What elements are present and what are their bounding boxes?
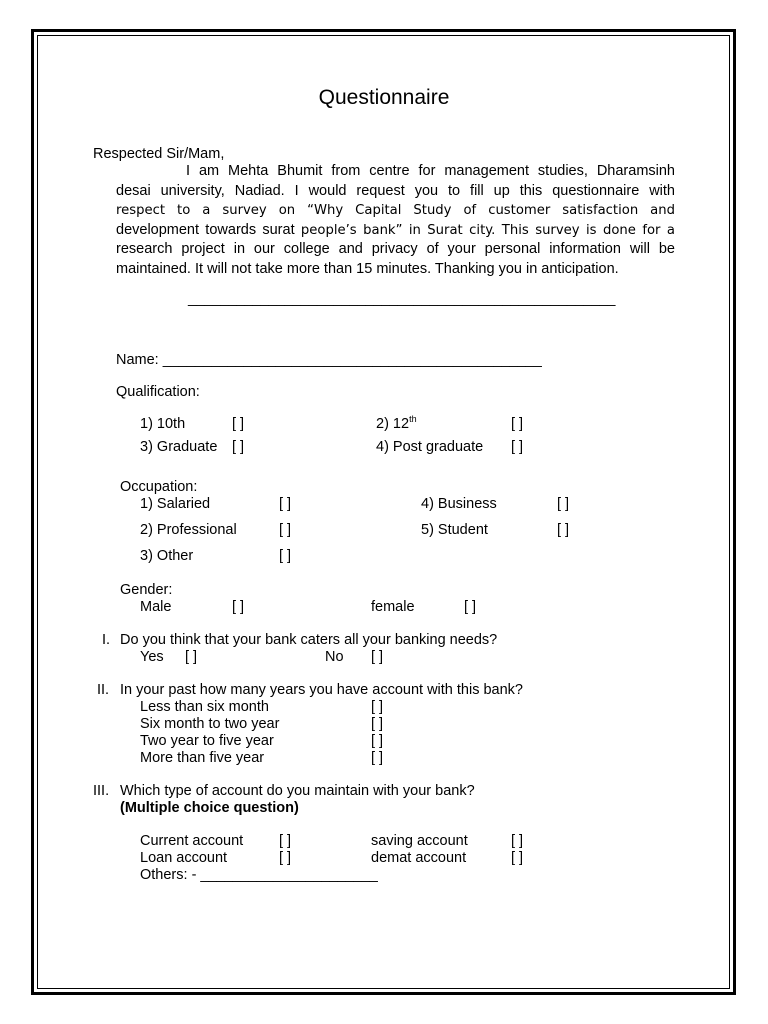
question-1-checkbox-yes[interactable]: [ ] (185, 649, 198, 665)
question-3-option-demat: demat account (371, 850, 467, 866)
question-1-number: I. (102, 632, 111, 648)
intro-line: respect to a survey on “Why Capital Study of customer satisfaction and (116, 203, 675, 218)
occupation-checkbox-salaried[interactable]: [ ] (279, 496, 292, 512)
qualification-checkbox-post-graduate[interactable]: [ ] (511, 439, 524, 455)
question-1-text: Do you think that your bank caters all your banking needs? (120, 632, 498, 648)
question-3-checkbox-loan[interactable]: [ ] (279, 850, 292, 866)
occupation-checkbox-student[interactable]: [ ] (557, 522, 570, 538)
occupation-option-other: 3) Other (140, 548, 194, 564)
question-3-checkbox-demat[interactable]: [ ] (511, 850, 524, 866)
question-2-option: Six month to two year (140, 716, 280, 732)
intro-line: desai university, Nadiad. I would request you to fill up this questionnaire with (116, 182, 675, 199)
occupation-checkbox-other[interactable]: [ ] (279, 548, 292, 564)
intro-line-part: development towards surat (116, 221, 295, 238)
question-3-others-field[interactable]: Others: - ______________________ (140, 867, 378, 883)
intro-paragraph (116, 162, 675, 279)
question-3-number: III. (93, 783, 110, 799)
question-2-option: More than five year (140, 750, 265, 766)
occupation-option-salaried: 1) Salaried (140, 496, 211, 512)
question-3-checkbox-current[interactable]: [ ] (279, 833, 292, 849)
occupation-checkbox-professional[interactable]: [ ] (279, 522, 292, 538)
occupation-checkbox-business[interactable]: [ ] (557, 496, 570, 512)
gender-option-female: female (371, 599, 415, 615)
question-3-note: (Multiple choice question) (120, 800, 299, 816)
question-3-option-saving: saving account (371, 833, 468, 849)
qualification-option-10th: 1) 10th (140, 416, 186, 432)
qualification-checkbox-12th[interactable]: [ ] (511, 416, 524, 432)
question-3-text: Which type of account do you maintain with your bank? (120, 783, 475, 799)
question-2-checkbox[interactable]: [ ] (371, 716, 384, 732)
name-field[interactable] (116, 352, 542, 369)
qualification-checkbox-10th[interactable]: [ ] (232, 416, 245, 432)
gender-label: Gender: (120, 582, 173, 598)
occupation-option-business: 4) Business (421, 496, 497, 512)
question-2-checkbox[interactable]: [ ] (371, 750, 384, 766)
occupation-label: Occupation: (120, 479, 198, 495)
qualification-label: Qualification: (116, 384, 200, 400)
question-2-number: II. (97, 682, 110, 698)
question-3-option-current: Current account (140, 833, 244, 849)
question-1-option-yes: Yes (140, 649, 164, 665)
intro-line: I am Mehta Bhumit from centre for management studies, Dharamsinh (186, 163, 675, 179)
qualification-option-12th-text: 2) 12 (376, 416, 410, 432)
gender-checkbox-male[interactable]: [ ] (232, 599, 245, 615)
question-1-checkbox-no[interactable]: [ ] (371, 649, 384, 665)
superscript-th: th (409, 414, 417, 425)
question-1-option-no: No (325, 649, 344, 665)
question-2-text: In your past how many years you have account with this bank? (120, 682, 523, 698)
name-blank[interactable]: _______________________________________________ (162, 352, 542, 368)
question-3-checkbox-saving[interactable]: [ ] (511, 833, 524, 849)
separator-line: _____________________________________________________ (188, 291, 616, 307)
qualification-option-graduate: 3) Graduate (140, 439, 218, 455)
gender-option-male: Male (140, 599, 172, 615)
intro-line-split (116, 221, 675, 241)
qualification-option-post-graduate: 4) Post graduate (376, 439, 484, 455)
question-3-option-loan: Loan account (140, 850, 228, 866)
salutation: Respected Sir/Mam, (93, 146, 225, 162)
question-2-option: Two year to five year (140, 733, 274, 749)
question-2-checkbox[interactable]: [ ] (371, 733, 384, 749)
qualification-checkbox-graduate[interactable]: [ ] (232, 439, 245, 455)
qualification-option-12th (376, 416, 417, 433)
question-2-option: Less than six month (140, 699, 269, 715)
intro-line-part: people’s bank” in Surat city. This survey is done for a (300, 222, 676, 238)
intro-line: maintained. It will not take more than 15 minutes. Thanking you in anticipation. (116, 260, 619, 277)
name-label: Name: (116, 352, 163, 368)
page-title: Questionnaire (318, 86, 450, 109)
gender-checkbox-female[interactable]: [ ] (464, 599, 477, 615)
question-2-checkbox[interactable]: [ ] (371, 699, 384, 715)
occupation-option-student: 5) Student (421, 522, 488, 538)
occupation-option-professional: 2) Professional (140, 522, 237, 538)
intro-line: research project in our college and privacy of your personal information will be (116, 241, 675, 257)
